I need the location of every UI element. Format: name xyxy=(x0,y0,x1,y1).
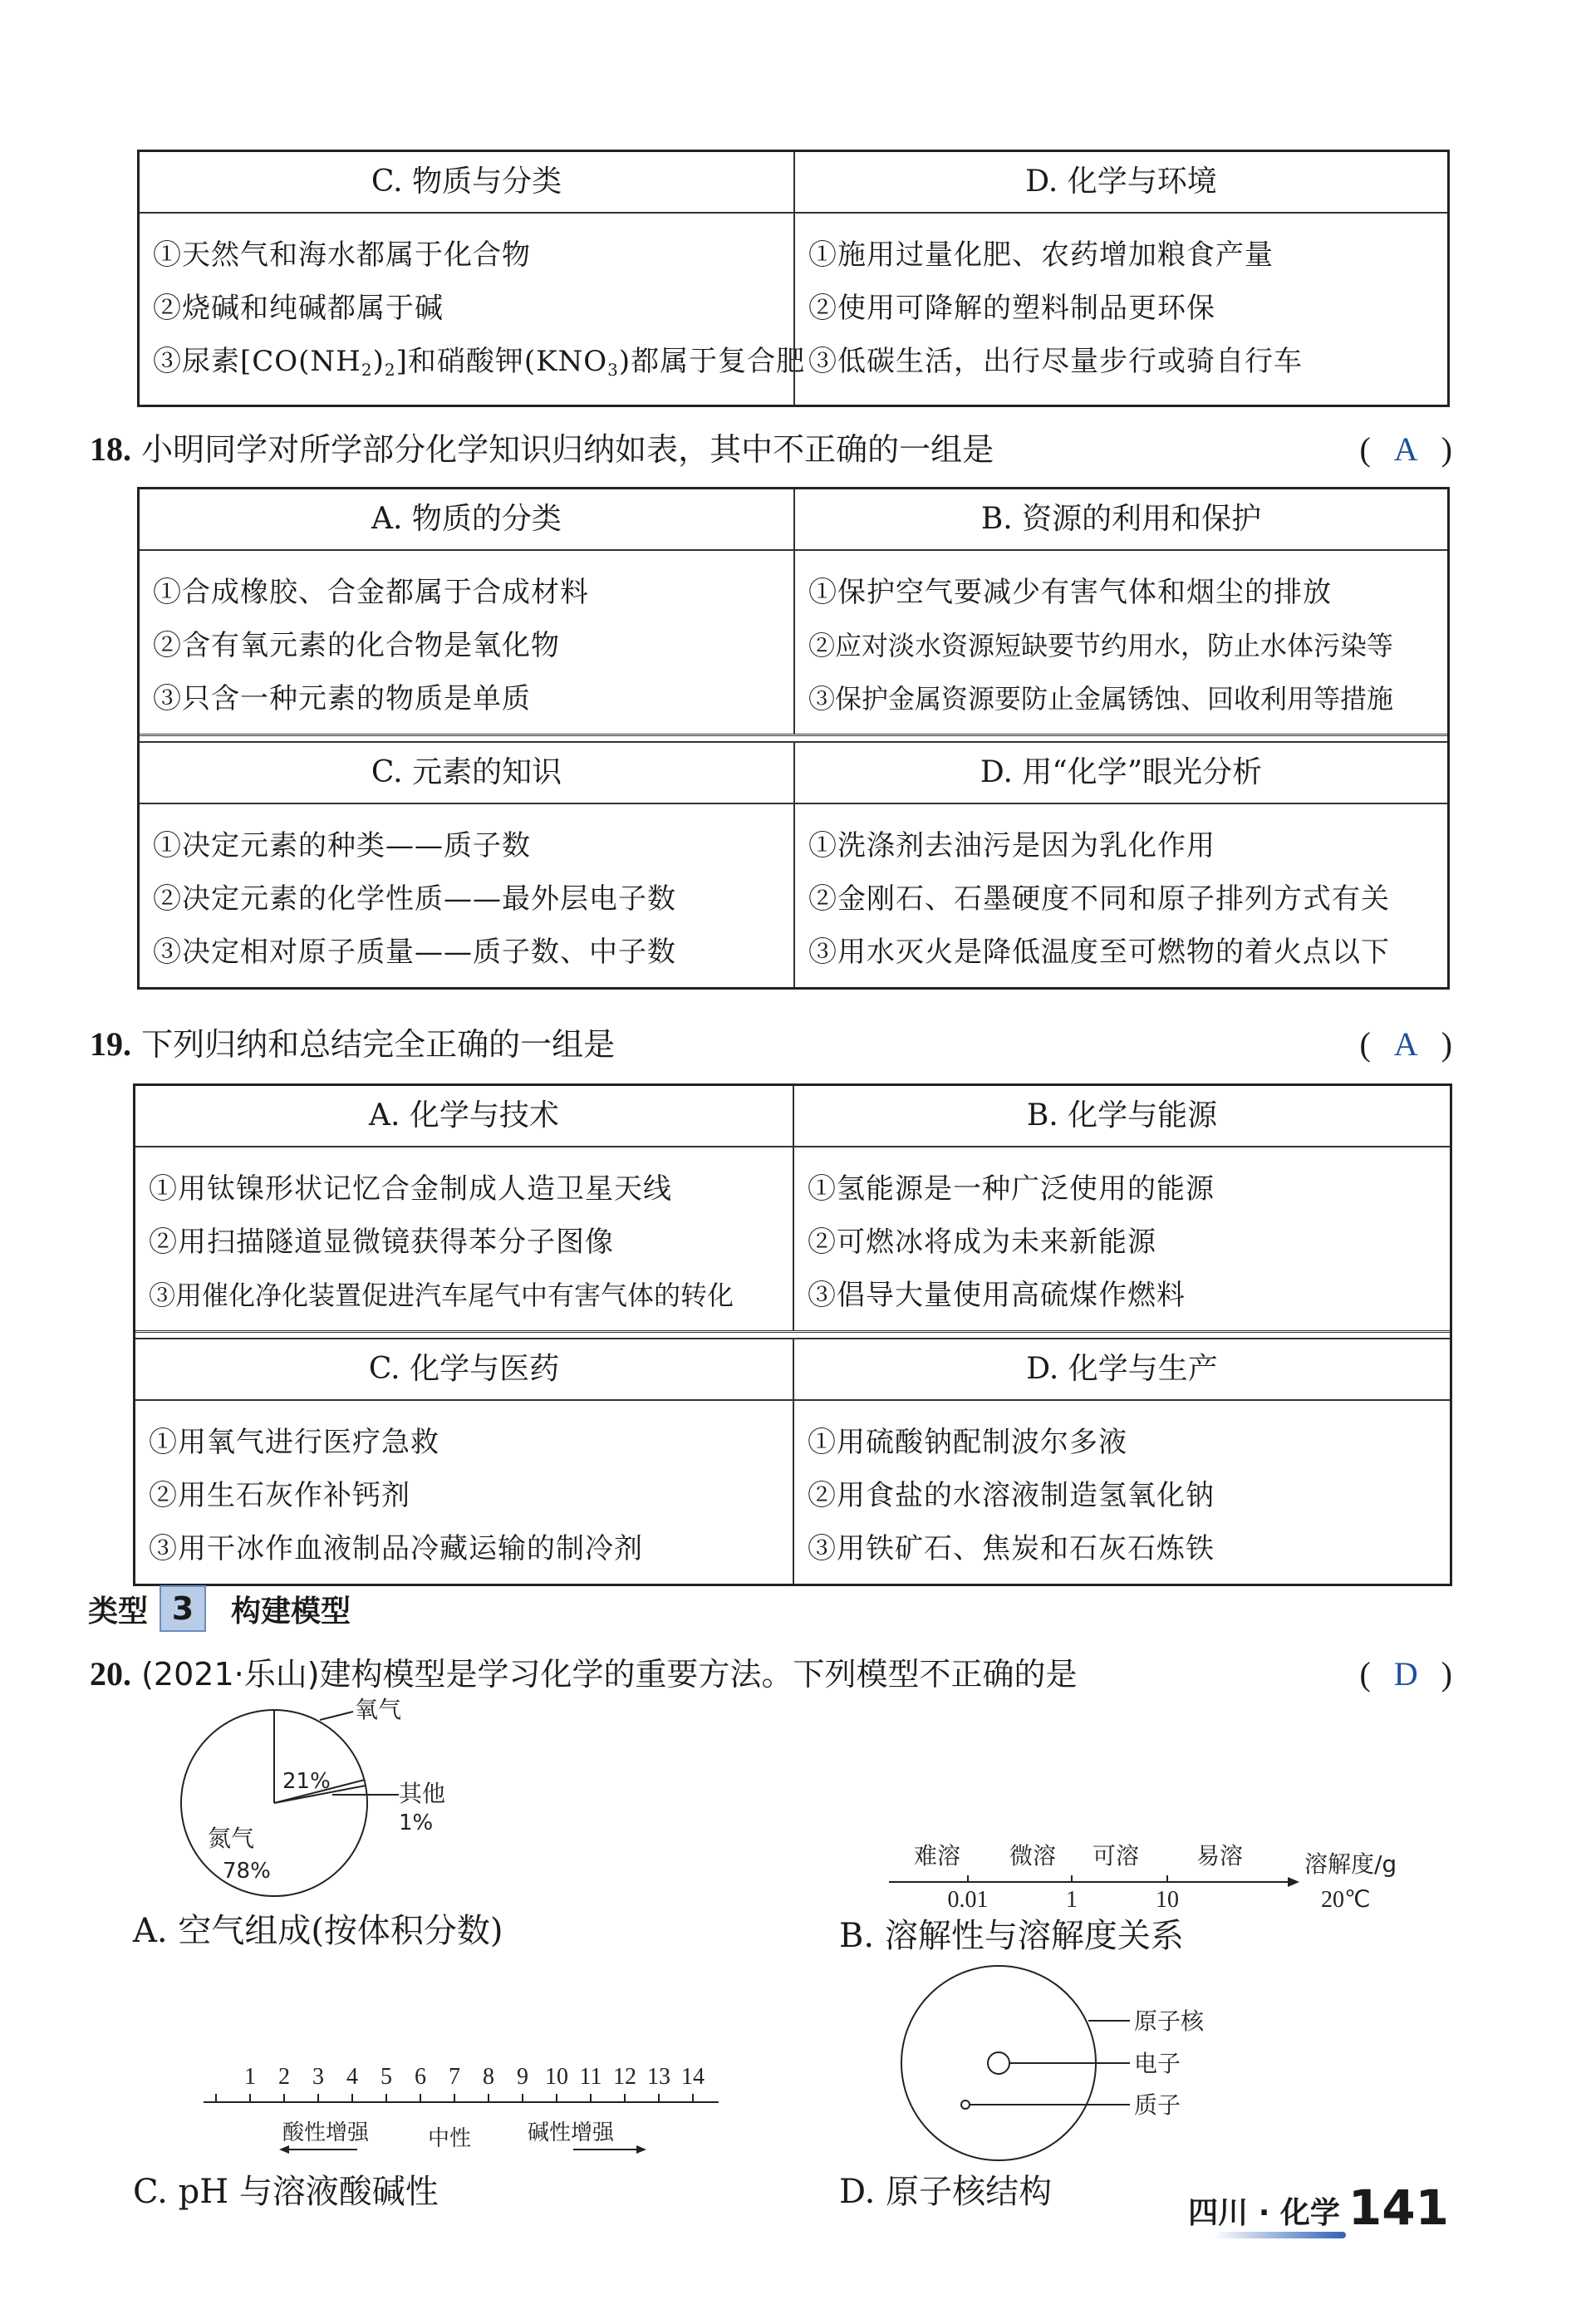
answer-slot: ( D ) xyxy=(1359,1655,1452,1693)
electron-circle xyxy=(988,2052,1009,2074)
ph-tick-label: 5 xyxy=(381,2064,392,2090)
solubility-tick-label: 10 xyxy=(1156,1887,1179,1913)
q18-a-item: ③只含一种元素的物质是单质 xyxy=(153,682,531,715)
question-18 xyxy=(90,429,1452,470)
acid-arrowhead xyxy=(279,2145,289,2154)
nucleus-structure-diagram xyxy=(897,1961,1230,2177)
ph-tick-label: 2 xyxy=(278,2064,290,2090)
q18-a-item: ①合成橡胶、合金都属于合成材料 xyxy=(153,576,589,609)
q19-a-item: ②用扫描隧道显微镜获得苯分子图像 xyxy=(149,1226,614,1259)
page-number: 141 xyxy=(1348,2179,1449,2236)
ph-tick-label: 9 xyxy=(517,2064,528,2090)
pie-label-nitrogen-percent: 78% xyxy=(223,1859,271,1884)
ph-tick-label: 4 xyxy=(346,2064,358,2090)
solubility-scale-diagram xyxy=(872,1824,1397,1915)
footer-decor-bar xyxy=(1213,2232,1346,2238)
table-q18 xyxy=(137,487,1450,990)
q18-d-item: ③用水灭火是降低温度至可燃物的着火点以下 xyxy=(808,936,1390,969)
q19-c-header: C. 化学与医药 xyxy=(135,1339,793,1401)
nucleus-label: 原子核 xyxy=(1134,2007,1205,2035)
type-number-badge: 3 xyxy=(160,1585,206,1632)
question-text: 小明同学对所学部分化学知识归纳如表，其中不正确的一组是 xyxy=(141,431,994,468)
q19-c-item: ①用氧气进行医疗急救 xyxy=(149,1426,439,1459)
q19-c-item: ②用生石灰作补钙剂 xyxy=(149,1479,410,1512)
q19-b-header: B. 化学与能源 xyxy=(794,1086,1450,1147)
ph-tick-label: 10 xyxy=(545,2064,568,2090)
proton-label: 质子 xyxy=(1134,2091,1181,2119)
ph-tick-label: 13 xyxy=(647,2064,670,2090)
q18-b-header: B. 资源的利用和保护 xyxy=(795,489,1447,551)
q19-d-item: ①用硫酸钠配制波尔多液 xyxy=(808,1426,1127,1459)
option-c-label: C. pH 与溶液酸碱性 xyxy=(133,2173,439,2211)
answer-letter: A xyxy=(1393,430,1418,468)
solubility-tick-label: 1 xyxy=(1066,1887,1078,1913)
q19-d-item: ②用食盐的水溶液制造氢氧化钠 xyxy=(808,1479,1215,1512)
question-number: 20. xyxy=(90,1655,131,1693)
q18-a-header: A. 物质的分类 xyxy=(140,489,793,551)
q18-c-item: ③决定相对原子质量——质子数、中子数 xyxy=(153,936,676,969)
ph-tick-label: 6 xyxy=(415,2064,426,2090)
ph-tick-label: 14 xyxy=(681,2064,705,2090)
table-top-c-header: C. 物质与分类 xyxy=(140,152,793,214)
electron-label: 电子 xyxy=(1134,2050,1181,2077)
q18-c-header: C. 元素的知识 xyxy=(140,743,793,804)
section-type-header xyxy=(88,1584,351,1634)
ph-tick-label: 12 xyxy=(613,2064,636,2090)
q18-d-item: ①洗涤剂去油污是因为乳化作用 xyxy=(808,829,1215,862)
q19-a-item: ①用钛镍形状记忆合金制成人造卫星天线 xyxy=(149,1172,672,1206)
table-top-d-item: ②使用可降解的塑料制品更环保 xyxy=(808,292,1215,325)
proton-dot xyxy=(961,2100,970,2109)
q18-d-item: ②金刚石、石墨硬度不同和原子排列方式有关 xyxy=(808,882,1390,916)
page-footer xyxy=(1188,2179,1449,2236)
question-number: 18. xyxy=(90,430,131,468)
ph-tick-label: 3 xyxy=(312,2064,324,2090)
q19-c-item: ③用干冰作血液制品冷藏运输的制冷剂 xyxy=(149,1532,643,1565)
scale-arrowhead xyxy=(1288,1877,1299,1887)
q18-c-item: ②决定元素的化学性质——最外层电子数 xyxy=(153,882,676,916)
ph-acid-label: 酸性增强 xyxy=(282,2120,370,2145)
q18-b-item: ①保护空气要减少有害气体和烟尘的排放 xyxy=(808,576,1332,609)
table-top xyxy=(137,150,1450,407)
answer-slot: ( A ) xyxy=(1359,1025,1452,1063)
ph-tick-label: 7 xyxy=(449,2064,460,2090)
solubility-tick-label: 0.01 xyxy=(947,1887,989,1913)
solubility-axis-label: 溶解度/g xyxy=(1304,1850,1397,1878)
answer-letter: A xyxy=(1393,1025,1418,1063)
pie-label-other: 其他 xyxy=(399,1780,446,1807)
option-b-label: B. 溶解性与溶解度关系 xyxy=(839,1917,1184,1955)
type-title: 构建模型 xyxy=(231,1594,351,1629)
ph-base-label: 碱性增强 xyxy=(528,2120,615,2145)
table-divider xyxy=(135,1330,1450,1339)
table-top-d-header: D. 化学与环境 xyxy=(795,152,1447,214)
q19-a-item: ③用催化净化装置促进汽车尾气中有害气体的转化 xyxy=(149,1280,734,1311)
table-top-d-item: ③低碳生活，出行尽量步行或骑自行车 xyxy=(808,345,1303,378)
footer-subject: 四川 · 化学 xyxy=(1188,2196,1340,2230)
ph-tick-label: 8 xyxy=(483,2064,494,2090)
table-top-c-item: ②烧碱和纯碱都属于碱 xyxy=(153,292,444,325)
question-19 xyxy=(90,1024,1452,1065)
pie-leader-line xyxy=(320,1712,353,1720)
q18-c-item: ①决定元素的种类——质子数 xyxy=(153,829,531,862)
pie-label-other-percent: 1% xyxy=(399,1811,434,1835)
answer-letter: D xyxy=(1393,1655,1418,1693)
question-text: (2021·乐山)建构模型是学习化学的重要方法。下列模型不正确的是 xyxy=(141,1656,1078,1693)
ph-neutral-label: 中性 xyxy=(428,2126,472,2151)
q19-a-header: A. 化学与技术 xyxy=(135,1086,793,1147)
option-a-label: A. 空气组成(按体积分数) xyxy=(133,1912,503,1950)
solubility-category: 可溶 xyxy=(1093,1842,1140,1870)
option-d-label: D. 原子核结构 xyxy=(839,2173,1053,2211)
q19-d-header: D. 化学与生产 xyxy=(794,1339,1450,1401)
q18-b-item: ②应对淡水资源短缺要节约用水，防止水体污染等 xyxy=(808,630,1394,661)
q19-b-item: ③倡导大量使用高硫煤作燃料 xyxy=(808,1279,1186,1312)
base-arrowhead xyxy=(636,2145,646,2154)
solubility-category: 微溶 xyxy=(1009,1842,1057,1870)
table-top-d-item: ①施用过量化肥、农药增加粮食产量 xyxy=(808,238,1274,272)
q18-d-header: D. 用“化学”眼光分析 xyxy=(795,743,1447,804)
question-text: 下列归纳和总结完全正确的一组是 xyxy=(141,1026,616,1063)
q19-d-item: ③用铁矿石、焦炭和石灰石炼铁 xyxy=(808,1532,1215,1565)
table-top-c-item: ③尿素$[CO(NH_2)_2]$和硝酸钾$(KNO_3)$都属于复合肥 xyxy=(153,345,806,380)
q18-b-item: ③保护金属资源要防止金属锈蚀、回收利用等措施 xyxy=(808,683,1394,715)
answer-slot: ( A ) xyxy=(1359,430,1452,468)
pie-label-oxygen-percent: 21% xyxy=(282,1769,331,1794)
solubility-temperature: 20℃ xyxy=(1321,1887,1371,1913)
q19-b-item: ②可燃冰将成为未来新能源 xyxy=(808,1226,1156,1259)
pie-label-oxygen: 氧气 xyxy=(355,1696,402,1723)
solubility-category: 易溶 xyxy=(1196,1842,1244,1870)
type-label: 类型 xyxy=(88,1594,149,1629)
ph-tick-label: 11 xyxy=(579,2064,602,2090)
table-top-c-item: ①天然气和海水都属于化合物 xyxy=(153,238,531,272)
q18-a-item: ②含有氧元素的化合物是氧化物 xyxy=(153,629,560,662)
question-number: 19. xyxy=(90,1025,131,1063)
air-composition-pie-chart xyxy=(166,1696,515,1919)
pie-label-nitrogen: 氮气 xyxy=(208,1825,255,1852)
q19-b-item: ①氢能源是一种广泛使用的能源 xyxy=(808,1172,1215,1206)
ph-tick-label: 1 xyxy=(244,2064,256,2090)
table-q19 xyxy=(133,1083,1452,1586)
question-20 xyxy=(90,1653,1452,1695)
table-divider xyxy=(140,734,1447,743)
ph-scale-diagram xyxy=(199,2052,731,2160)
solubility-category: 难溶 xyxy=(914,1842,961,1870)
